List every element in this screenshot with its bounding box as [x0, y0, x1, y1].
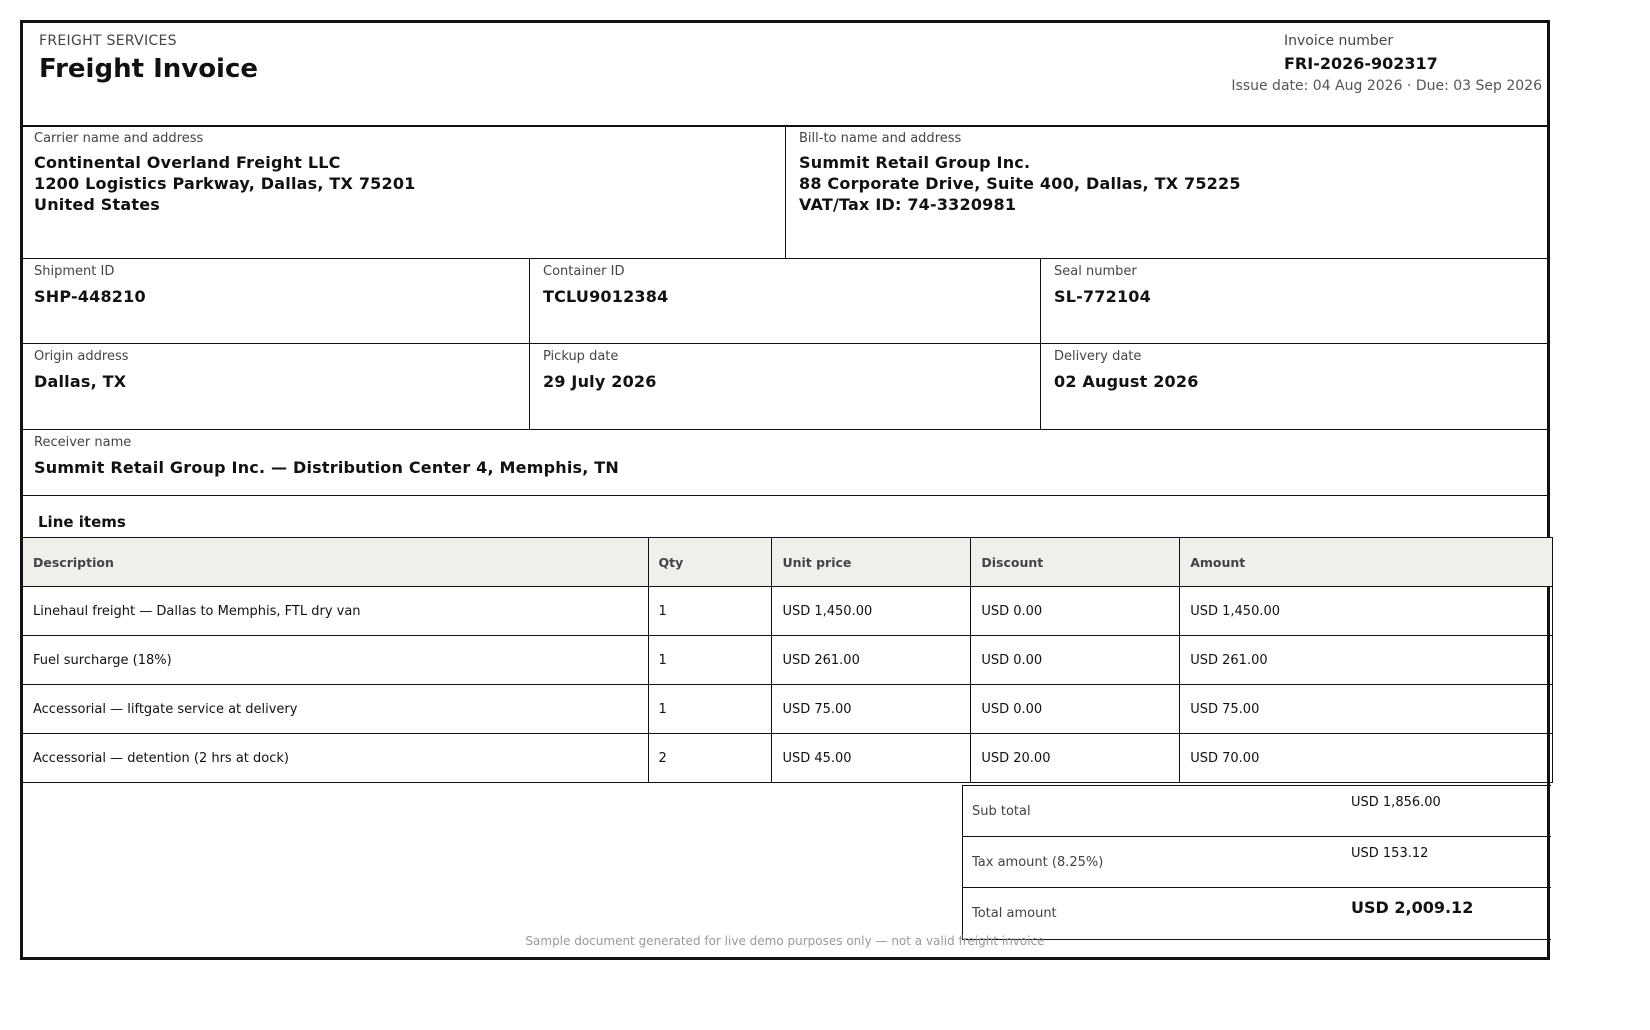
divider: [23, 258, 1547, 259]
total-label: Total amount: [963, 888, 1344, 940]
cell-unit-price: USD 261.00: [772, 636, 971, 685]
bill-to-address: [799, 152, 1241, 215]
cell-amount: USD 70.00: [1180, 734, 1553, 783]
carrier-country: United States: [34, 195, 160, 214]
origin-value: Dallas, TX: [34, 372, 127, 391]
cell-amount: USD 1,450.00: [1180, 587, 1553, 636]
cell-description: Fuel surcharge (18%): [23, 636, 649, 685]
line-items-title: Line items: [38, 513, 126, 531]
bill-to-label: Bill-to name and address: [799, 131, 962, 146]
line-items-table: [22, 537, 1553, 783]
seal-number-value: SL-772104: [1054, 287, 1151, 306]
delivery-date-label: Delivery date: [1054, 349, 1142, 364]
total-row: [963, 888, 1552, 940]
totals-table: [962, 785, 1551, 940]
cell-description: Accessorial — liftgate service at delivery: [23, 685, 649, 734]
cell-unit-price: USD 1,450.00: [772, 587, 971, 636]
tax-label: Tax amount (8.25%): [963, 837, 1344, 888]
cell-discount: USD 0.00: [971, 587, 1180, 636]
delivery-date-value: 02 August 2026: [1054, 372, 1199, 391]
cell-discount: USD 0.00: [971, 636, 1180, 685]
origin-label: Origin address: [34, 349, 129, 364]
carrier-label: Carrier name and address: [34, 131, 204, 146]
seal-number-label: Seal number: [1054, 264, 1137, 279]
subtotal-label: Sub total: [963, 786, 1344, 837]
invoice-number-label: Invoice number: [1284, 33, 1394, 49]
carrier-name: Continental Overland Freight LLC: [34, 153, 341, 172]
column-divider: [529, 259, 530, 429]
company-label: FREIGHT SERVICES: [39, 33, 177, 49]
cell-qty: 2: [648, 734, 772, 783]
address-divider: [785, 127, 786, 259]
receiver-value: Summit Retail Group Inc. — Distribution Center 4, Memphis, TN: [34, 458, 620, 477]
carrier-address: [34, 152, 416, 215]
table-row: [23, 587, 1553, 636]
cell-discount: USD 20.00: [971, 734, 1180, 783]
cell-qty: 1: [648, 636, 772, 685]
invoice-document: [20, 20, 1550, 960]
subtotal-value: USD 1,856.00: [1343, 786, 1551, 837]
bill-to-tax-id: VAT/Tax ID: 74-3320981: [799, 195, 1017, 214]
cell-discount: USD 0.00: [971, 685, 1180, 734]
cell-description: Accessorial — detention (2 hrs at dock): [23, 734, 649, 783]
container-id-label: Container ID: [543, 264, 625, 279]
bill-to-name: Summit Retail Group Inc.: [799, 153, 1031, 172]
divider: [23, 495, 1547, 496]
column-header-unit-price: Unit price: [772, 538, 971, 587]
table-row: [23, 636, 1553, 685]
divider: [23, 343, 1547, 344]
carrier-street: 1200 Logistics Parkway, Dallas, TX 75201: [34, 174, 416, 193]
shipment-id-label: Shipment ID: [34, 264, 115, 279]
pickup-date-label: Pickup date: [543, 349, 619, 364]
cell-description: Linehaul freight — Dallas to Memphis, FTL dry van: [23, 587, 649, 636]
invoice-dates: Issue date: 04 Aug 2026 · Due: 03 Sep 2026: [1231, 78, 1542, 94]
table-row: [23, 685, 1553, 734]
receiver-label: Receiver name: [34, 435, 132, 450]
footer-disclaimer: Sample document generated for live demo purposes only — not a valid freight invoice: [525, 934, 1045, 948]
table-row: [23, 734, 1553, 783]
subtotal-row: [963, 786, 1552, 837]
cell-qty: 1: [648, 685, 772, 734]
tax-row: [963, 837, 1552, 888]
column-divider: [1040, 259, 1041, 429]
column-header-qty: Qty: [648, 538, 772, 587]
cell-unit-price: USD 75.00: [772, 685, 971, 734]
invoice-title: Freight Invoice: [39, 54, 259, 84]
invoice-number: FRI-2026-902317: [1284, 54, 1438, 73]
cell-unit-price: USD 45.00: [772, 734, 971, 783]
total-value: USD 2,009.12: [1343, 888, 1551, 940]
pickup-date-value: 29 July 2026: [543, 372, 657, 391]
column-header-description: Description: [23, 538, 649, 587]
cell-qty: 1: [648, 587, 772, 636]
column-header-amount: Amount: [1180, 538, 1553, 587]
divider: [23, 429, 1547, 430]
container-id-value: TCLU9012384: [543, 287, 669, 306]
shipment-id-value: SHP-448210: [34, 287, 146, 306]
bill-to-street: 88 Corporate Drive, Suite 400, Dallas, TX 75225: [799, 174, 1241, 193]
table-header-row: [23, 538, 1553, 587]
column-header-discount: Discount: [971, 538, 1180, 587]
tax-value: USD 153.12: [1343, 837, 1551, 888]
cell-amount: USD 75.00: [1180, 685, 1553, 734]
cell-amount: USD 261.00: [1180, 636, 1553, 685]
